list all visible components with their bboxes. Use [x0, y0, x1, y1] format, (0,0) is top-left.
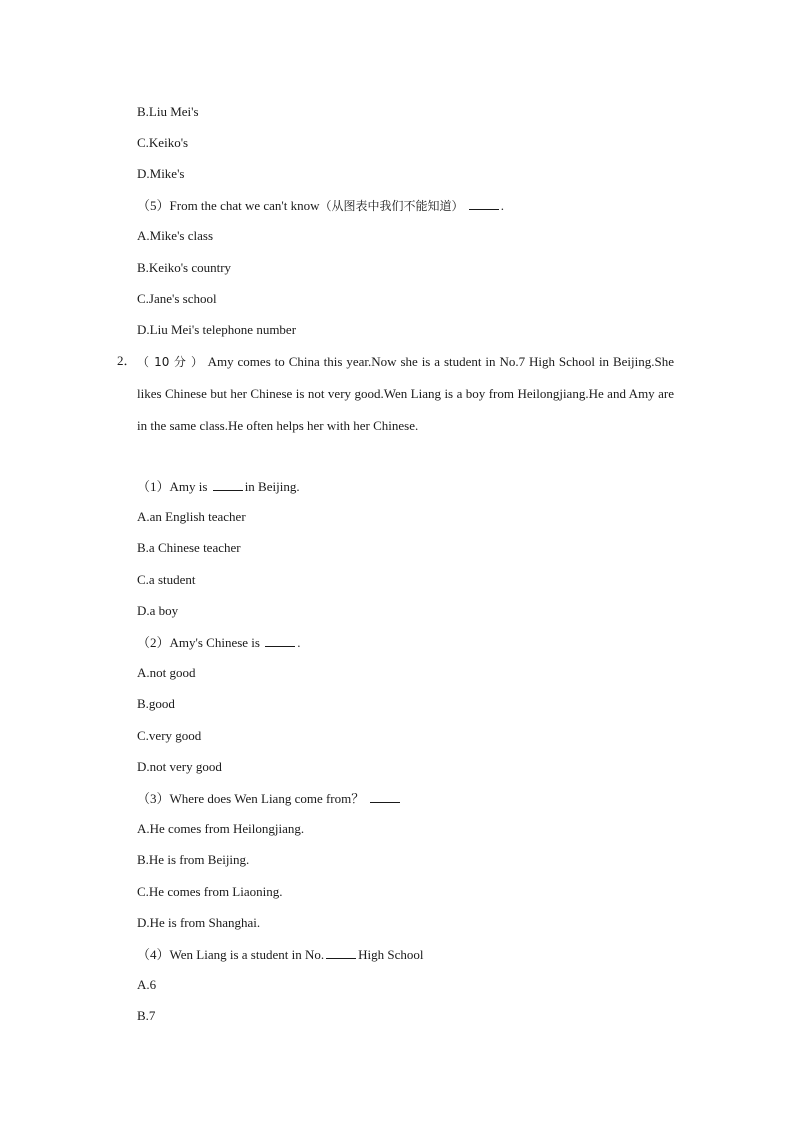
sub-question-stem: Wen Liang is a student in No.: [169, 947, 325, 962]
question-number: 2．: [117, 353, 137, 368]
answer-blank[interactable]: [469, 197, 499, 210]
option-text: C.Jane's school: [137, 291, 217, 306]
answer-blank[interactable]: [370, 790, 400, 803]
option-text: C.very good: [137, 728, 202, 743]
sub-question-suffix: in Beijing.: [244, 479, 300, 494]
question-passage: [137, 346, 674, 441]
option-text: B.Keiko's country: [137, 260, 232, 275]
sub-question-stem: Amy's Chinese is: [169, 635, 260, 650]
sub-question-stem: Amy is: [169, 479, 208, 494]
sub-question-suffix: High School: [358, 947, 424, 962]
option-text: D.not very good: [137, 759, 222, 774]
sub-question-1: [137, 478, 300, 495]
option-text: A.He comes from Heilongjiang.: [137, 821, 305, 836]
option-text: D.Mike's: [137, 166, 185, 181]
option-text: A.not good: [137, 665, 196, 680]
option-text: A.6: [137, 977, 157, 992]
option-text: A.Mike's class: [137, 228, 214, 243]
sub-question-number: （4）: [137, 947, 170, 962]
option-text: C.Keiko's: [137, 135, 189, 150]
sub-question-3: [137, 790, 402, 807]
sub-question-stem: Where does Wen Liang come from？: [169, 791, 365, 806]
answer-blank[interactable]: [265, 634, 295, 647]
sub-question-suffix: .: [500, 198, 505, 213]
answer-blank[interactable]: [326, 946, 356, 959]
sub-question-note: （从图表中我们不能知道）: [319, 199, 464, 213]
question-score: （ 10 分 ）: [137, 355, 204, 369]
sub-question-2: [137, 634, 300, 651]
sub-question-stem: From the chat we can't know: [169, 198, 320, 213]
option-text: B.He is from Beijing.: [137, 852, 250, 867]
sub-question-4: [137, 946, 423, 963]
passage-text: Amy comes to China this year.Now she is a student in No.7 High School in Beijing.She likes Chinese but her Chinese is not very good.Wen Liang is a boy from Heilongjiang.He and Amy are in the same class.He often helps her with her Chinese.: [137, 354, 674, 433]
sub-question-suffix: .: [297, 635, 301, 650]
option-text: D.a boy: [137, 603, 179, 618]
option-text: D.Liu Mei's telephone number: [137, 322, 297, 337]
sub-question-number: （3）: [137, 791, 170, 806]
sub-question-5: [137, 197, 504, 214]
sub-question-number: （1）: [137, 479, 170, 494]
option-text: B.a Chinese teacher: [137, 540, 241, 555]
sub-question-number: （5）: [137, 198, 170, 213]
answer-blank[interactable]: [213, 478, 243, 491]
option-text: C.a student: [137, 572, 196, 587]
option-text: D.He is from Shanghai.: [137, 915, 261, 930]
option-text: B.7: [137, 1008, 156, 1023]
option-text: A.an English teacher: [137, 509, 246, 524]
option-text: C.He comes from Liaoning.: [137, 884, 283, 899]
option-text: B.good: [137, 696, 175, 711]
sub-question-number: （2）: [137, 635, 170, 650]
option-text: B.Liu Mei's: [137, 104, 199, 119]
